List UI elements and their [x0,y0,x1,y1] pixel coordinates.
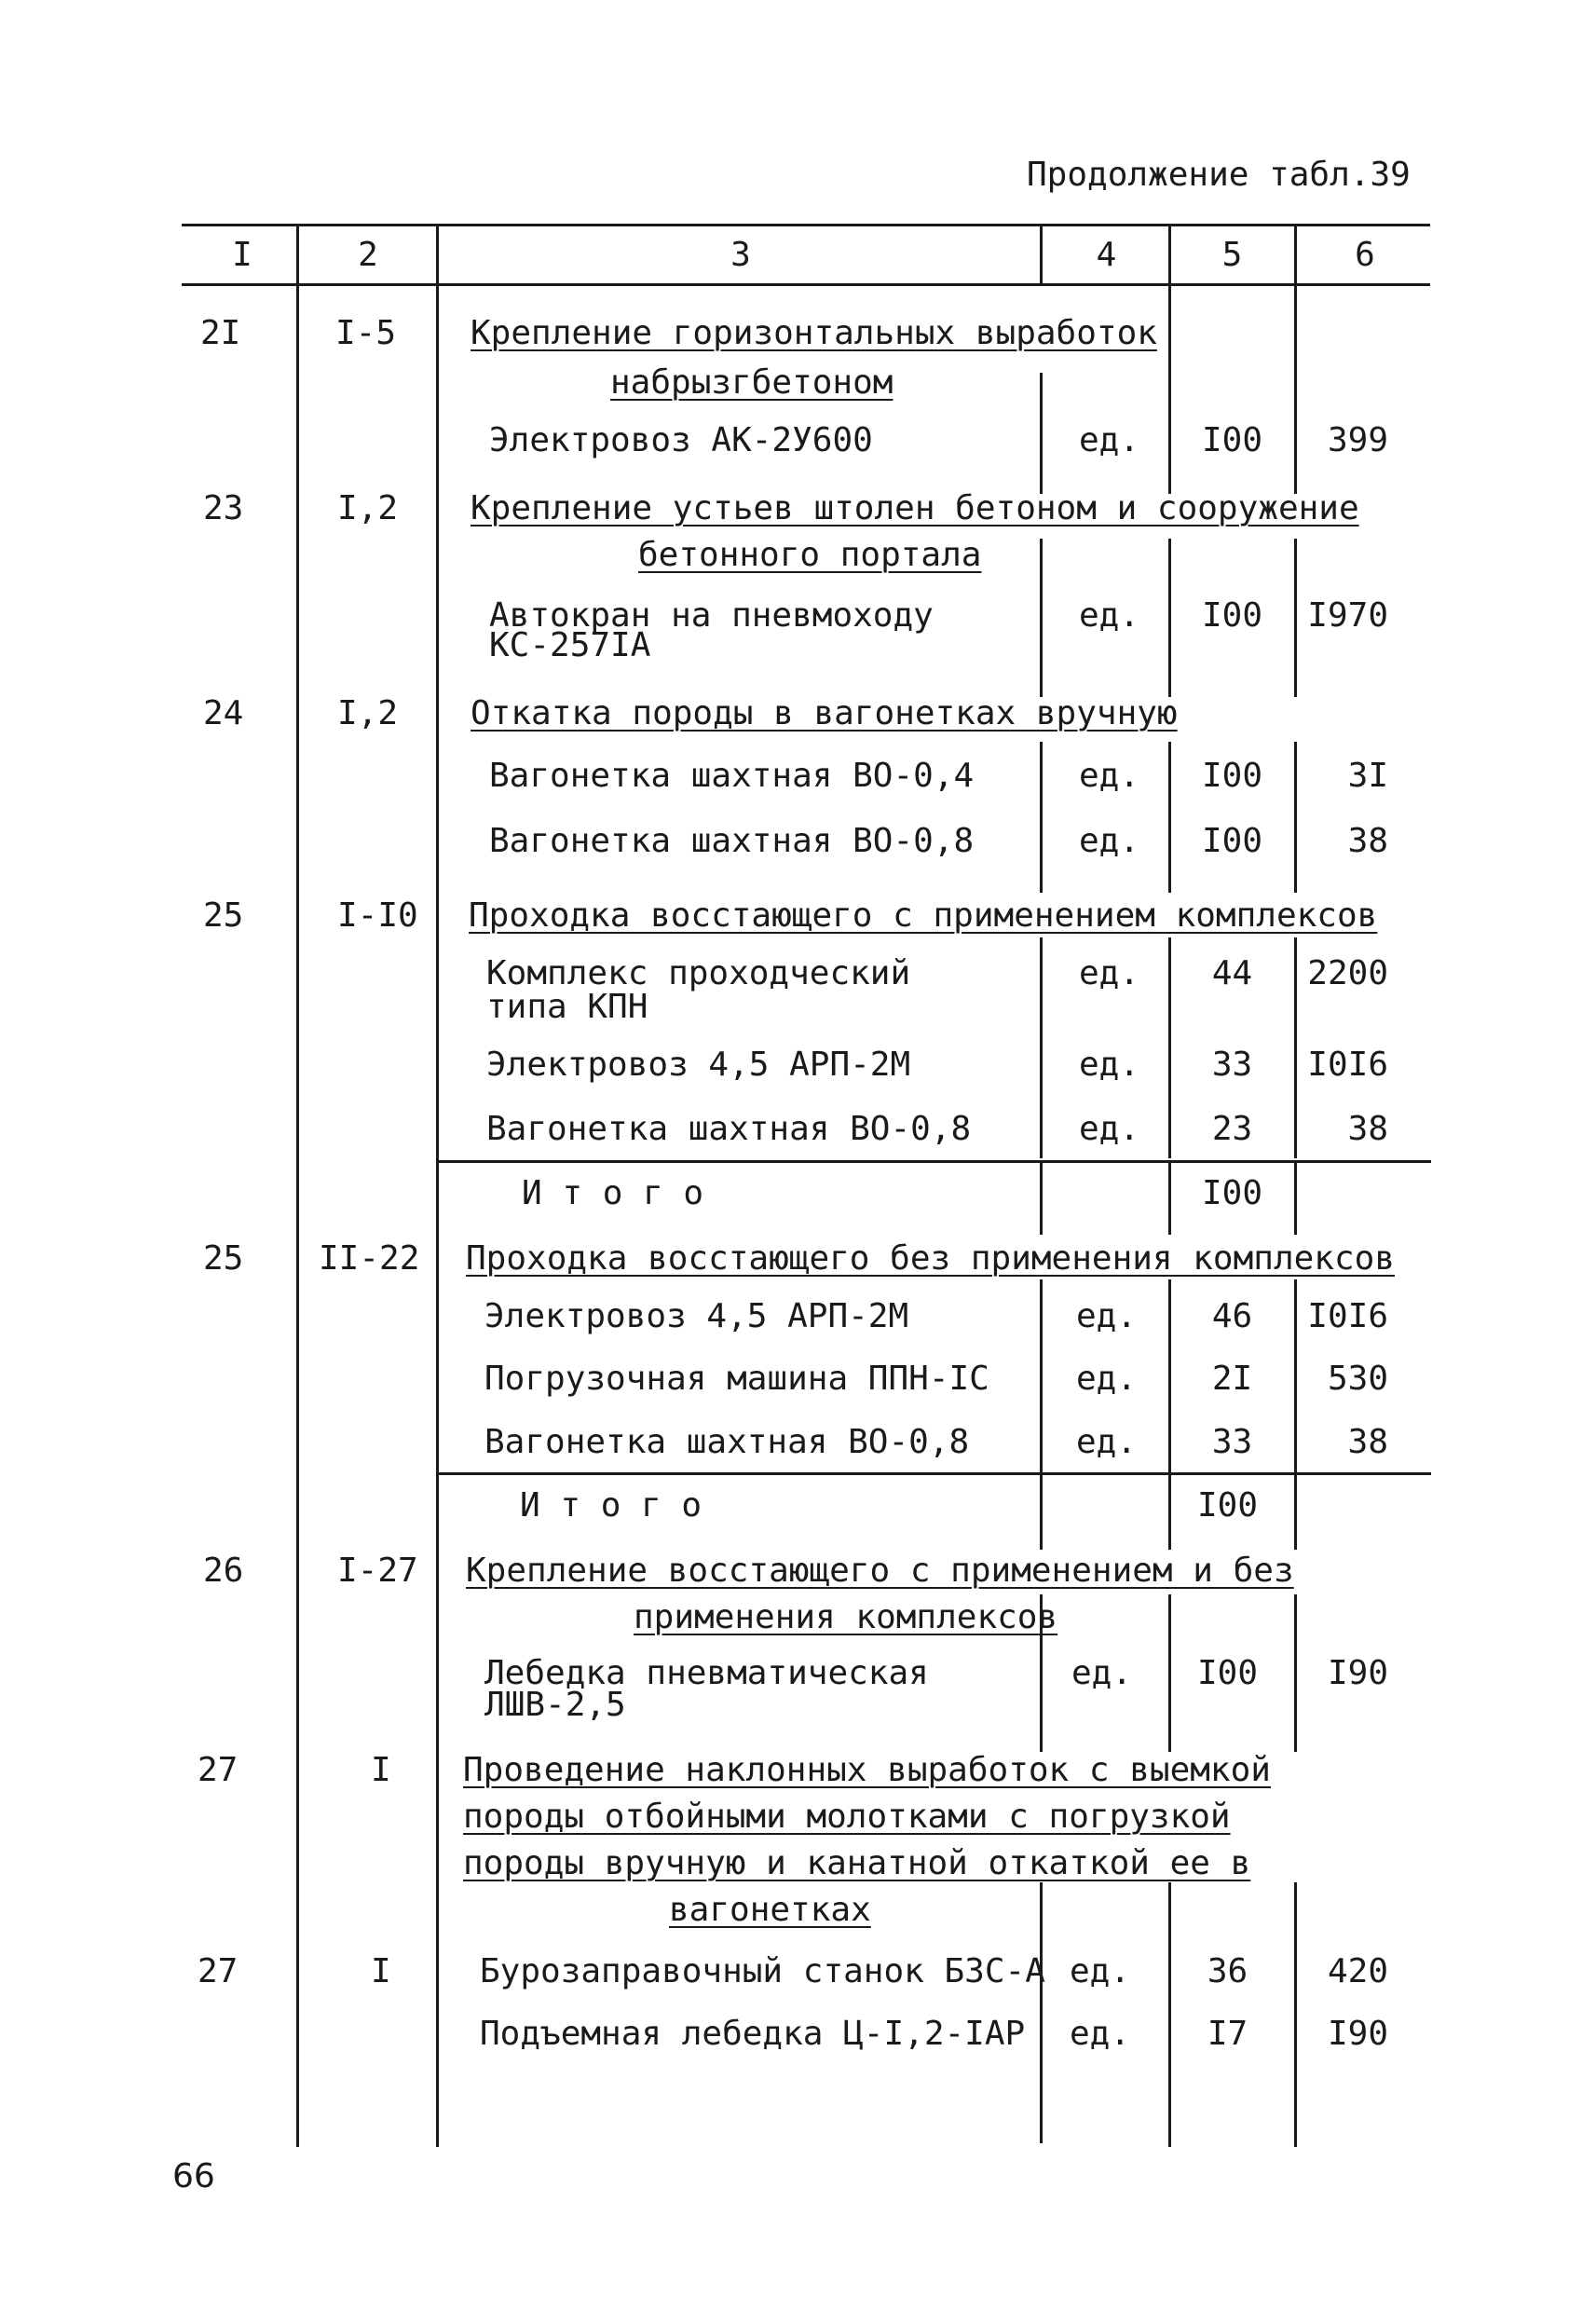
row-12-pct: 36 [1207,1952,1248,1990]
row-12-unit: ед. [1070,1952,1131,1990]
section-1-title-line1: Крепление горизонтальных выработок [471,314,1157,352]
section-4-col1: 25 [203,896,244,935]
section-1-col1: 2I [200,314,241,352]
section-3-title-line1: Откатка породы в вагонетках вручную [471,694,1178,732]
row-8-val: I0I6 [1307,1297,1388,1335]
row-7-name: Вагонетка шахтная ВО-0,8 [486,1110,972,1148]
header-divider-4 [1168,224,1171,283]
section-2-title-line1: Крепление устьев штолен бетоном и сооружение [471,489,1359,527]
section-7-col1: 27 [198,1751,239,1789]
row-11-val: I90 [1327,1654,1388,1692]
row-10-pct: 33 [1211,1423,1253,1461]
row-8-unit: ед. [1076,1297,1138,1335]
row-8-pct: 46 [1211,1297,1253,1335]
section-6-title-line1: Крепление восстающего с применением и без [466,1552,1294,1590]
section-7-title-line4: вагонетках [669,1891,871,1929]
row-1-val: 399 [1327,421,1388,459]
header-divider-2 [436,224,439,283]
header-col-2: 2 [358,236,378,274]
section-5-col2: II-22 [319,1239,420,1278]
section-7-col2: I [371,1751,391,1789]
row-6-name: Электровоз 4,5 АРП-2М [486,1046,911,1084]
section-8-col2: I [371,1952,391,1990]
row-2-unit: ед. [1079,596,1140,635]
row-11-name-line2: ЛШВ-2,5 [484,1686,626,1724]
body-divider-2 [436,283,439,2147]
total-rule-2 [436,1472,1431,1475]
row-9-unit: ед. [1076,1360,1138,1398]
row-8-name: Электровоз 4,5 АРП-2М [484,1297,909,1335]
row-5-pct: 44 [1211,954,1253,992]
row-10-unit: ед. [1076,1423,1138,1461]
header-col-6: 6 [1355,236,1375,274]
total-rule-1 [436,1160,1431,1163]
section-1-col2: I-5 [335,314,397,352]
row-5-unit: ед. [1079,954,1140,992]
row-7-val: 38 [1347,1110,1388,1148]
section-2-col1: 23 [203,489,244,527]
row-4-unit: ед. [1079,822,1140,860]
section-2-col2: I,2 [337,489,399,527]
row-11-pct: I00 [1196,1654,1259,1692]
row-13-val: I90 [1327,2015,1388,2053]
row-1-name: Электровоз АК-2У600 [489,421,873,459]
section-3-col1: 24 [203,694,244,732]
section-5-title-line1: Проходка восстающего без применения комплексов [466,1239,1395,1278]
total-1-label: И т о г о [522,1174,704,1212]
row-3-val: 3I [1347,757,1388,795]
row-10-name: Вагонетка шахтная ВО-0,8 [484,1423,970,1461]
header-col-5: 5 [1221,236,1243,274]
row-5-name-line2: типа КПН [486,988,648,1026]
row-13-pct: I7 [1207,2015,1248,2053]
row-13-unit: ед. [1070,2015,1131,2053]
row-4-name: Вагонетка шахтная ВО-0,8 [489,822,975,860]
section-2-title-line2: бетонного портала [638,536,982,574]
header-col-3: 3 [730,236,751,274]
header-top-rule [182,224,1430,226]
page-number: 66 [172,2157,215,2195]
section-4-title-line1: Проходка восстающего с применением комплексов [469,896,1378,935]
section-7-title-line2: породы отбойными молотками с погрузкой [463,1798,1231,1836]
row-4-pct: I00 [1201,822,1263,860]
section-4-col2: I-I0 [337,896,418,935]
header-bottom-rule [182,283,1430,286]
row-2-val: I970 [1307,596,1388,635]
section-7-title-line3: породы вручную и канатной откаткой ее в [463,1844,1251,1882]
row-11-unit: ед. [1071,1654,1133,1692]
row-3-unit: ед. [1079,757,1140,795]
row-12-name: Бурозаправочный станок БЗС-А [480,1952,1045,1990]
table-caption: Продолжение табл.39 [1027,156,1411,194]
row-6-unit: ед. [1079,1046,1140,1084]
row-3-name: Вагонетка шахтная ВО-0,4 [489,757,975,795]
row-2-name-line1: Автокран на пневмоходу [489,596,934,635]
row-12-val: 420 [1327,1952,1388,1990]
row-6-val: I0I6 [1307,1046,1388,1084]
row-9-val: 530 [1327,1360,1388,1398]
row-13-name: Подъемная лебедка Ц-I,2-IАР [480,2015,1026,2053]
row-9-pct: 2I [1211,1360,1253,1398]
row-5-name-line1: Комплекс проходческий [486,954,911,992]
section-6-col1: 26 [203,1552,244,1590]
row-5-val: 2200 [1307,954,1388,992]
row-9-name: Погрузочная машина ППН-IС [484,1360,989,1398]
section-6-col2: I-27 [337,1552,418,1590]
row-10-val: 38 [1347,1423,1388,1461]
header-col-1: I [232,236,252,274]
row-2-pct: I00 [1201,596,1263,635]
row-1-unit: ед. [1079,421,1140,459]
section-5-col1: 25 [203,1239,244,1278]
row-1-pct: I00 [1201,421,1263,459]
header-divider-1 [296,224,299,283]
row-3-pct: I00 [1201,757,1263,795]
section-3-col2: I,2 [337,694,399,732]
row-2-name-line2: КС-257IА [489,626,651,664]
header-col-4: 4 [1096,236,1117,274]
section-1-title-line2: набрызгбетоном [610,363,893,402]
total-2-label: И т о г о [520,1486,703,1525]
total-1-pct: I00 [1201,1174,1263,1212]
body-divider-1 [296,283,299,2147]
row-11-name-line1: Лебедка пневматическая [484,1654,929,1692]
row-7-pct: 23 [1211,1110,1253,1148]
row-6-pct: 33 [1211,1046,1253,1084]
section-7-title-line1: Проведение наклонных выработок с выемкой [463,1751,1271,1789]
row-4-val: 38 [1347,822,1388,860]
row-7-unit: ед. [1079,1110,1140,1148]
header-divider-5 [1294,224,1297,283]
section-8-col1: 27 [198,1952,239,1990]
section-6-title-line2: применения комплексов [634,1598,1058,1636]
total-2-pct: I00 [1196,1486,1259,1525]
header-divider-3 [1040,224,1043,283]
